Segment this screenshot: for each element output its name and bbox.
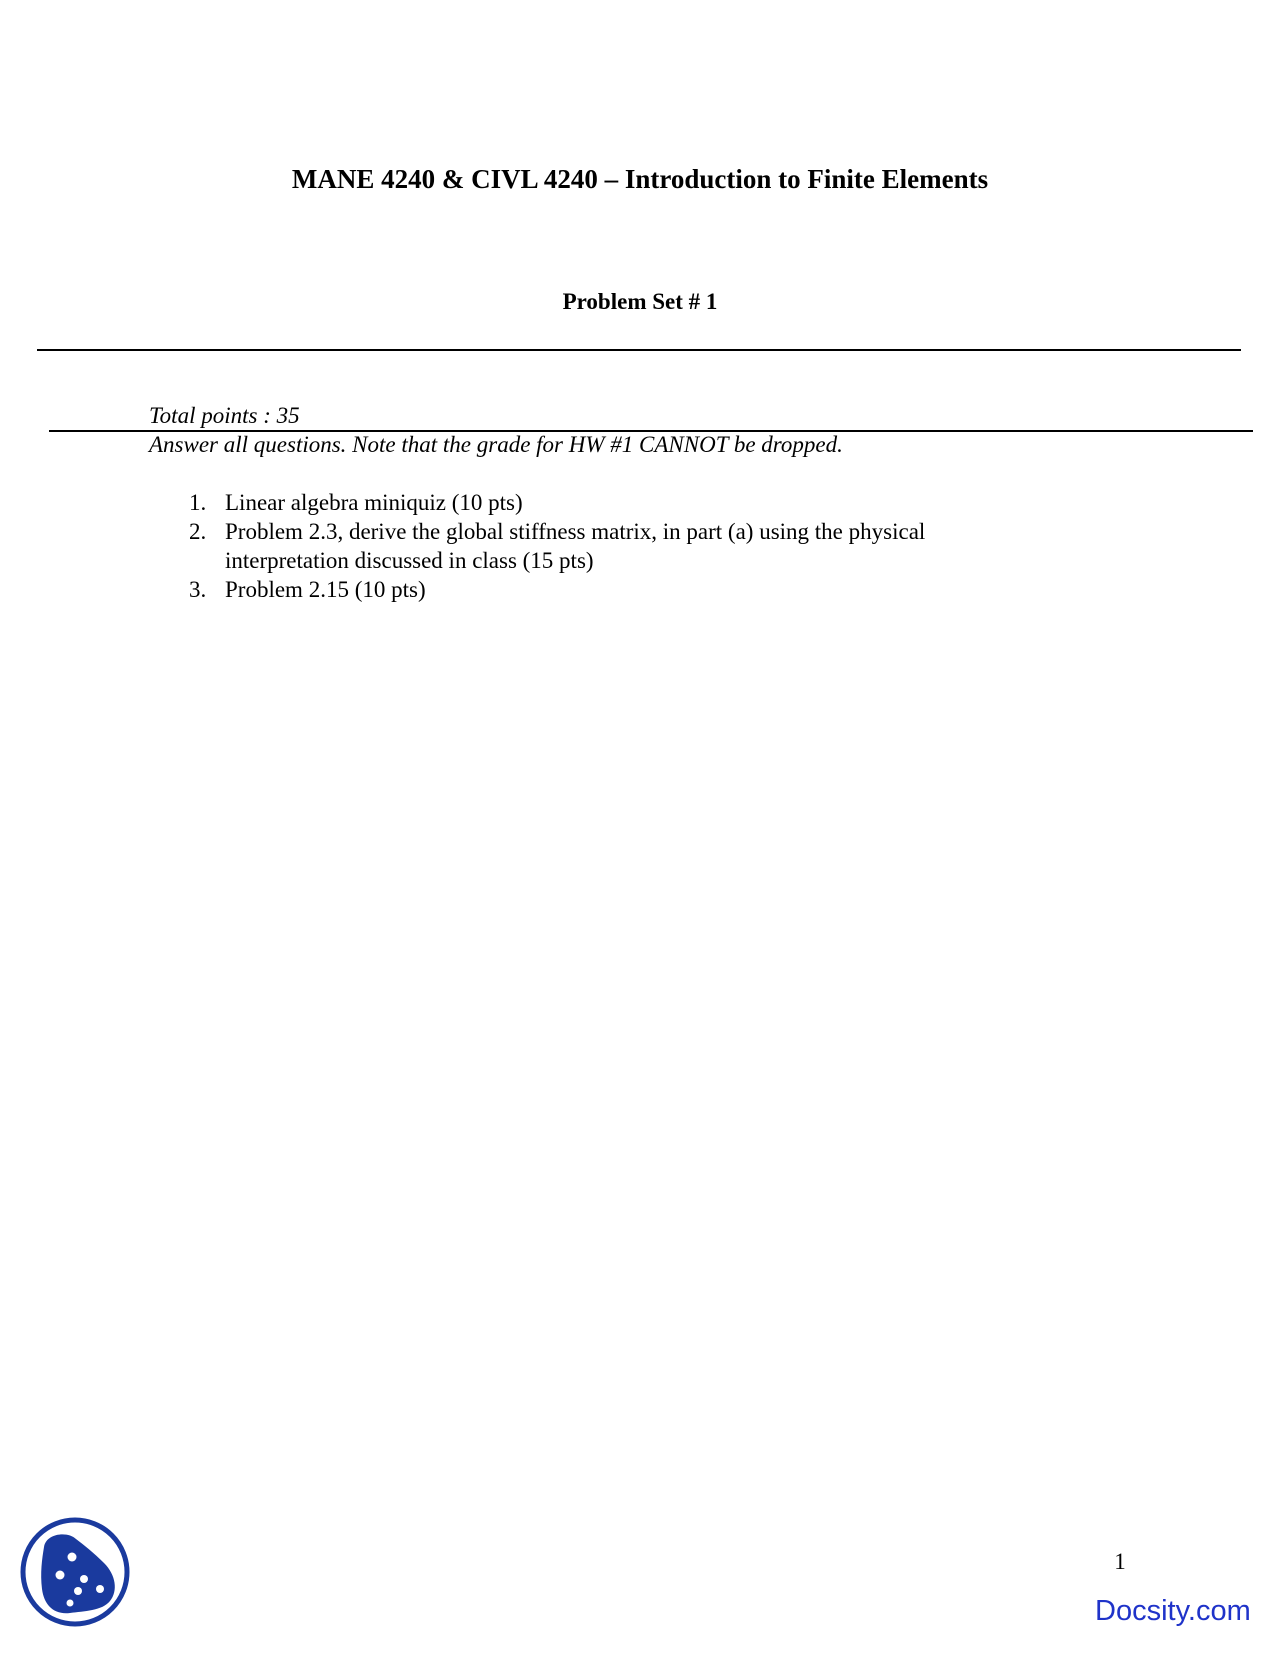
list-item: [185, 517, 1005, 575]
list-item: [185, 488, 1005, 517]
list-item: [185, 575, 1005, 604]
item-text: Linear algebra miniquiz (10 pts): [225, 490, 523, 515]
problem-list: [185, 488, 1005, 604]
docsity-watermark[interactable]: Docsity.com: [1095, 1595, 1251, 1627]
page-number: 1: [1114, 1549, 1126, 1574]
total-points: Total points : 35: [149, 403, 300, 428]
page-title: MANE 4240 & CIVL 4240 – Introduction to Finite Elements: [291, 164, 989, 194]
docsity-logo-icon: [18, 1515, 132, 1629]
item-text: Problem 2.3, derive the global stiffness matrix, in part (a) using the physical interpretation discussed in class (15 pts): [225, 519, 926, 573]
item-number: 3.: [189, 577, 207, 602]
item-number: 1.: [189, 490, 207, 515]
problem-set-heading: Problem Set # 1: [562, 289, 718, 314]
item-number: 2.: [189, 519, 207, 544]
instructions: Answer all questions. Note that the grade for HW #1 CANNOT be dropped.: [149, 432, 843, 457]
horizontal-divider: [37, 349, 1241, 351]
item-text: Problem 2.15 (10 pts): [225, 577, 426, 602]
